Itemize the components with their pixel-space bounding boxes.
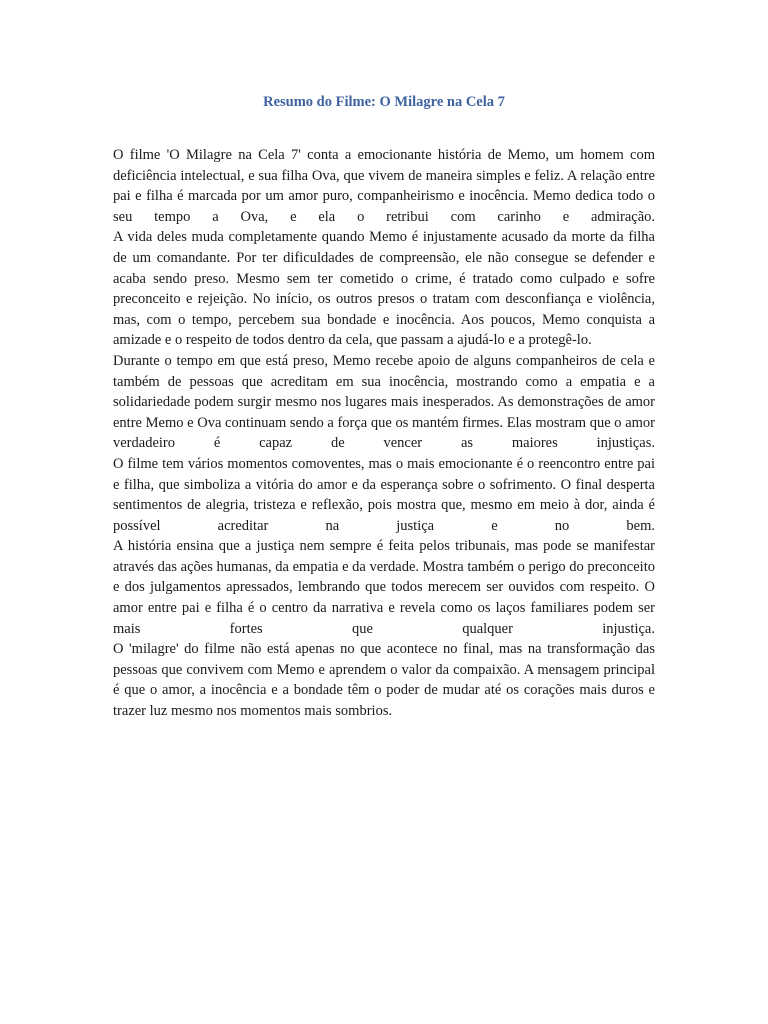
document-title: Resumo do Filme: O Milagre na Cela 7: [263, 94, 505, 110]
paragraph-4: O filme tem vários momentos comoventes, mas o mais emocionante é o reencontro entre pai e filha, que simboliza a vitória do amor e da esperança sobre o sofrimento. O final desperta sentimentos de alegria, tristeza e reflexão, pois mostra que, mesmo em meio à dor, ainda é possível acreditar na justiça e no bem.: [113, 455, 655, 534]
document-body: [113, 145, 655, 722]
paragraph-5: A história ensina que a justiça nem sempre é feita pelos tribunais, mas pode se manifestar através das ações humanas, da empatia e da verdade. Mostra também o perigo do preconceito e dos julgamentos apressados, lembrando que todos merecem ser ouvidos com respeito. O amor entre pai e filha é o centro da narrativa e revela como os laços familiares podem ser mais fortes que qualquer injustiça.: [113, 538, 655, 637]
paragraph-6: O 'milagre' do filme não está apenas no que acontece no final, mas na transformação das pessoas que convivem com Memo e aprendem o valor da compaixão. A mensagem principal é que o amor, a inocência e a bondade têm o poder de mudar até os corações mais duros e trazer luz mesmo nos momentos mais sombrios.: [113, 641, 655, 720]
paragraph-1: O filme 'O Milagre na Cela 7' conta a emocionante história de Memo, um homem com deficiência intelectual, e sua filha Ova, que vivem de maneira simples e feliz. A relação entre pai e filha é marcada por um amor puro, companheirismo e inocência. Memo dedica todo o seu tempo a Ova, e ela o retribui com carinho e admiração.: [113, 147, 655, 225]
paragraph-3: Durante o tempo em que está preso, Memo recebe apoio de alguns companheiros de cela e também de pessoas que acreditam em sua inocência, mostrando como a empatia e a solidariedade podem surgir mesmo nos lugares mais inesperados. As demonstrações de amor entre Memo e Ova continuam sendo a força que os mantém firmes. Elas mostram que o amor verdadeiro é capaz de vencer as maiores injustiças.: [113, 352, 655, 452]
paragraph-2: A vida deles muda completamente quando Memo é injustamente acusado da morte da filha de um comandante. Por ter dificuldades de compreensão, ele não consegue se defender e acaba sendo preso. Mesmo sem ter cometido o crime, é tratado como culpado e sofre preconceito e rejeição. No início, os outros presos o tratam com desconfiança e violência, mas, com o tempo, percebem sua bondade e inocência. Aos poucos, Memo conquista a amizade e o respeito de todos dentro da cela, que passam a ajudá-lo e a protegê-lo.: [113, 229, 655, 349]
